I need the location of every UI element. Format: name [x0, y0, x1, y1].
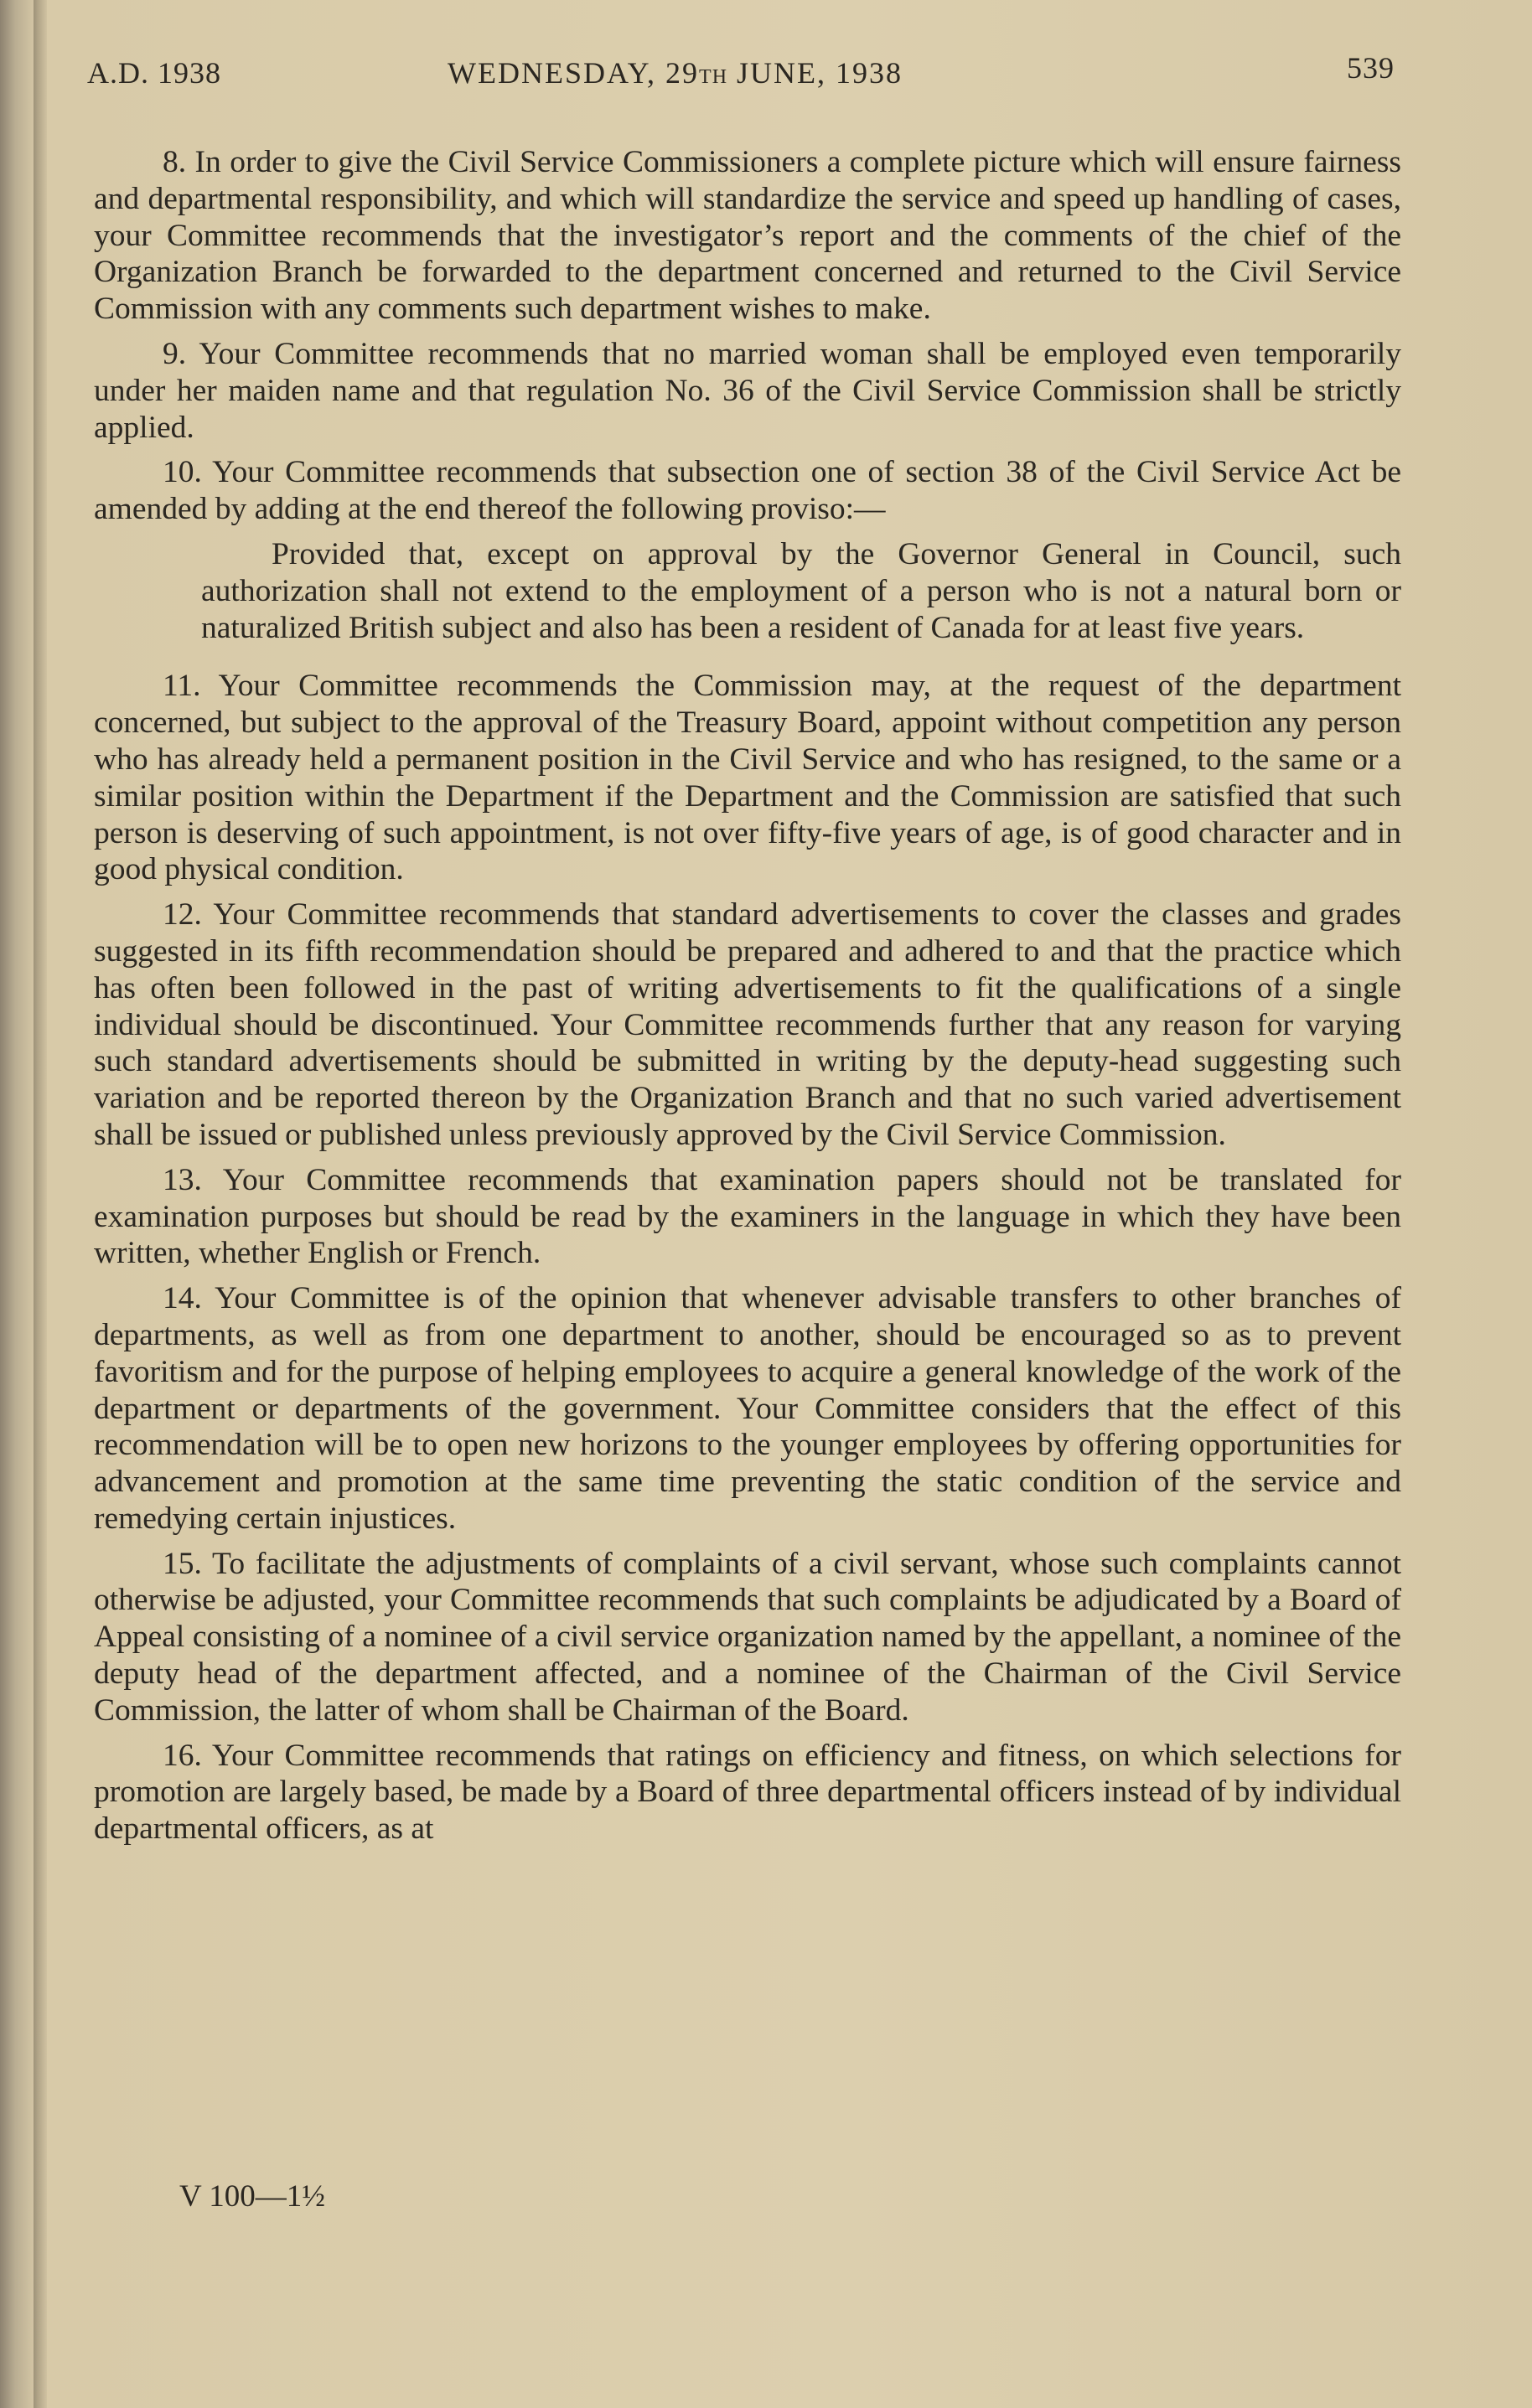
header-date-prefix: WEDNESDAY, 29	[448, 56, 700, 90]
document-body	[94, 144, 1401, 1856]
paragraph-13: 13. Your Committee recommends that examination papers should not be translated for examination purposes but should be read by the examiners in the language in which they have been written, whether English or French.	[94, 1162, 1401, 1271]
signature-mark: V 100—1½	[179, 2179, 326, 2214]
paragraph-9: 9. Your Committee recommends that no married woman shall be employed even temporarily under her maiden name and that regulation No. 36 of the Civil Service Commission shall be strictly applied.	[94, 336, 1401, 445]
paragraph-10: 10. Your Committee recommends that subsection one of section 38 of the Civil Service Act be amended by adding at the end thereof the following proviso:—	[94, 455, 1401, 527]
page-number: 539	[1347, 51, 1395, 85]
paragraph-12: 12. Your Committee recommends that standard advertisements to cover the classes and grades suggested in its fifth recommendation should be prepared and adhered to and that the practice which has often been followed in the past of writing advertisements to fit the qualifications of a single individual should be discontinued. Your Committee recommends further that any reason for varying such standard advertisements should be submitted in writing by the deputy-head suggesting such variation and be reported thereon by the Organization Branch and that no such varied advertisement shall be issued or published unless previously approved by the Civil Service Commission.	[94, 897, 1401, 1152]
header-date-suffix: JUNE, 1938	[727, 56, 903, 90]
header-date-ordinal: TH	[699, 66, 728, 88]
binding-shadow	[34, 0, 47, 2408]
page-header	[87, 51, 1395, 102]
paragraph-8: 8. In order to give the Civil Service Commissioners a complete picture which will ensure fairness and departmental responsibility, and which will standardize the service and speed up handling of cases, your Committee recommends that the investigator’s report and the comments of the chief of the Organization Branch be forwarded to the department concerned and returned to the Civil Service Commission with any comments such department wishes to make.	[94, 145, 1401, 327]
header-year: A.D. 1938	[87, 56, 221, 90]
paragraph-16: 16. Your Committee recommends that ratings on efficiency and fitness, on which selections for promotion are largely based, be made by a Board of three departmental officers instead of by individual departmental officers, as at	[94, 1738, 1401, 1847]
paragraph-14: 14. Your Committee is of the opinion that whenever advisable transfers to other branches of departments, as well as from one department to another, should be encouraged so as to prevent favoritism and for the purpose of helping employees to acquire a general knowledge of the work of the department or departments of the government. Your Committee considers that the effect of this recommendation will be to open new horizons to the younger employees by offering opportunities for advancement and promotion at the same time preventing the static condition of the service and remedying certain injustices.	[94, 1281, 1401, 1536]
paragraph-11: 11. Your Committee recommends the Commission may, at the request of the department concerned, but subject to the approval of the Treasury Board, appoint without competition any person who has already held a permanent position in the Civil Service and who has resigned, to the same or a similar position within the Department if the Department and the Commission are satisfied that such person is deserving of such appointment, is not over fifty-five years of age, is of good character and in good physical condition.	[94, 669, 1401, 887]
paragraph-15: 15. To facilitate the adjustments of complaints of a civil servant, whose such complaints cannot otherwise be adjusted, your Committee recommends that such complaints be adjudicated by a Board of Appeal consisting of a nominee of a civil service organization named by the appellant, a nominee of the deputy head of the department affected, and a nominee of the Chairman of the Civil Service Commission, the latter of whom shall be Chairman of the Board.	[94, 1546, 1401, 1728]
header-date	[448, 55, 903, 90]
proviso-quote: Provided that, except on approval by the Governor General in Council, such authorization shall not extend to the employment of a person who is not a natural born or naturalized British subject and also has been a resident of Canada for at least five years.	[201, 536, 1401, 645]
